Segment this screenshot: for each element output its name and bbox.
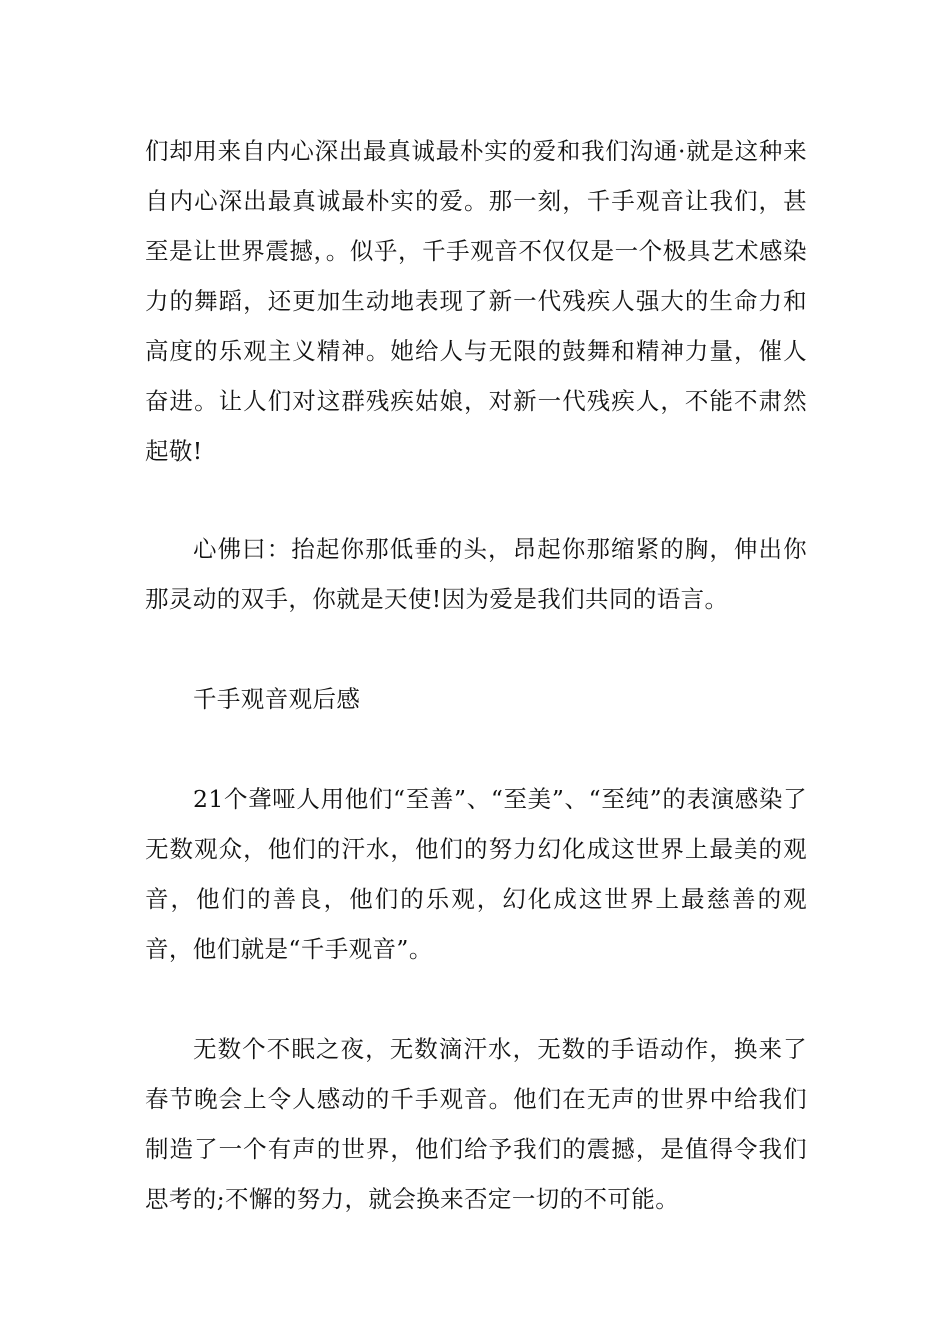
- paragraph-continuation: 们却用来自内心深出最真诚最朴实的爱和我们沟通·就是这种来自内心深出最真诚最朴实的爱。那一刻，千手观音让我们，甚至是让世界震撼，。似乎，千手观音不仅仅是一个极具艺术感染力的舞蹈，还更加生动地表现了新一代残疾人强大的生命力和高度的乐观主义精神。她给人与无限的鼓舞和精神力量，催人奋进。让人们对这群残疾姑娘，对新一代残疾人，不能不肃然起敬!: [145, 137, 807, 465]
- paragraph-buddha-quote: 心佛曰：抬起你那低垂的头，昂起你那缩紧的胸，伸出你那灵动的双手，你就是天使!因为爱是我们共同的语言。: [145, 535, 807, 613]
- paragraph-performers: 21个聋哑人用他们“至善”、“至美”、“至纯”的表演感染了无数观众，他们的汗水，他们的努力幻化成这世界上最美的观音，他们的善良，他们的乐观，幻化成这世界上最慈善的观音，他们就是“千手观音”。: [145, 785, 807, 963]
- section-heading: 千手观音观后感: [193, 685, 361, 713]
- paragraph-effort: 无数个不眠之夜，无数滴汗水，无数的手语动作，换来了春节晚会上令人感动的千手观音。他们在无声的世界中给我们制造了一个有声的世界，他们给予我们的震撼，是值得令我们思考的;不懈的努力，就会换来否定一切的不可能。: [145, 1035, 807, 1213]
